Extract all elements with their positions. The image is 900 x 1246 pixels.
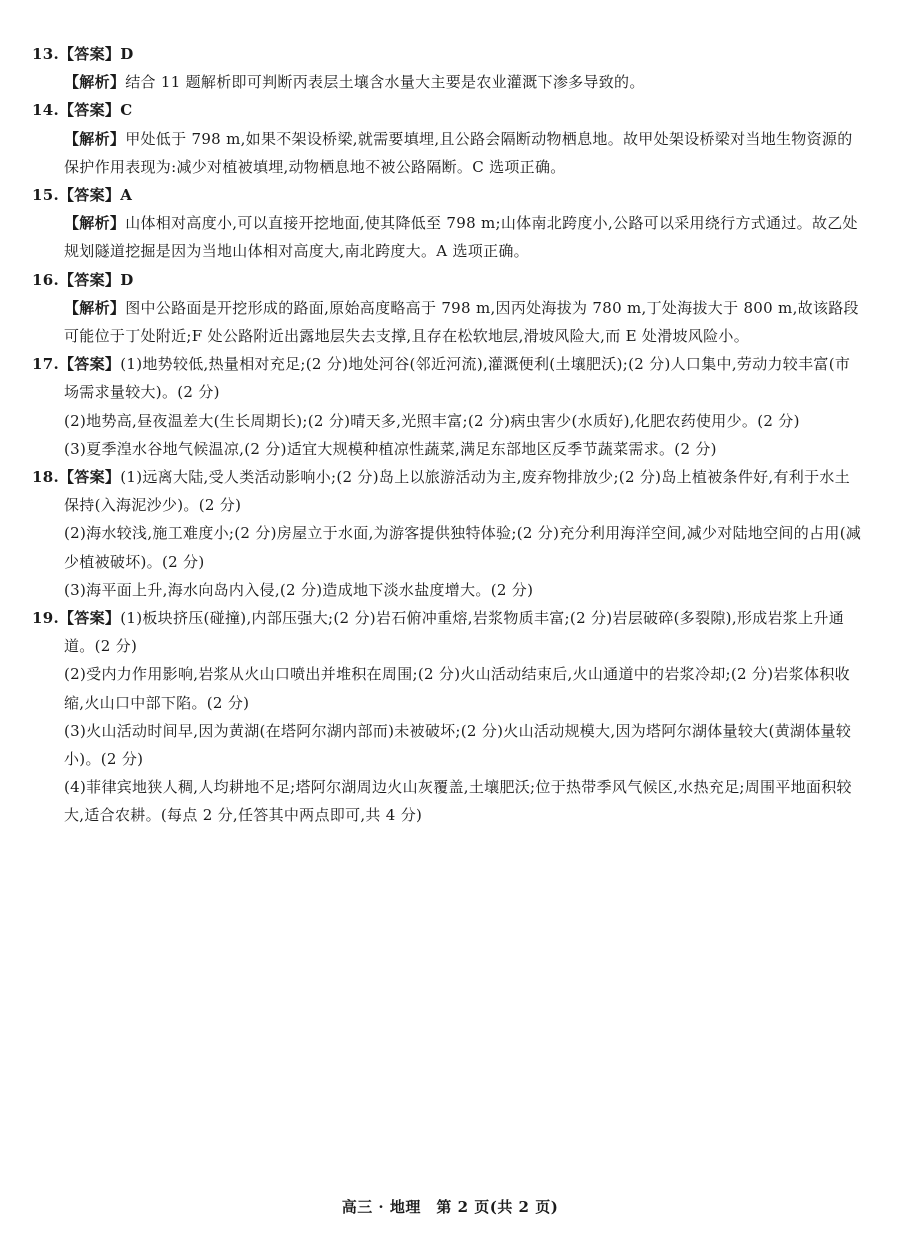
- answer-value: D: [120, 270, 134, 289]
- answer-value: D: [120, 45, 134, 63]
- question-19-part-3: [32, 717, 864, 773]
- question-number: 13.: [32, 45, 59, 63]
- answer-tag: 【答案】: [59, 45, 121, 63]
- analysis-tag: 【解析】: [64, 73, 126, 92]
- question-number: 16.: [32, 270, 59, 289]
- question-number: 19.: [32, 609, 59, 628]
- question-number: 17.: [32, 355, 59, 374]
- answer-tag: 【答案】: [59, 101, 121, 120]
- question-18-part-3: [32, 576, 864, 604]
- question-18-part-2: [32, 519, 864, 575]
- answer-tag: 【答案】: [59, 270, 121, 289]
- question-19-part-1: [32, 604, 864, 660]
- page-footer: 高三 · 地理 第 2 页(共 2 页): [341, 1198, 559, 1216]
- question-16-answer-line: [32, 266, 864, 294]
- question-15-analysis: [32, 209, 864, 265]
- answer-part-text: (3)夏季湟水谷地气候温凉,(2 分)适宜大规模种植凉性蔬菜,满足东部地区反季节蔬菜需求。(2 分): [64, 439, 717, 458]
- answer-part-text: (1)远离大陆,受人类活动影响小;(2 分)岛上以旅游活动为主,废弃物排放少;(2 分)岛上植被条件好,有利于水土保持(入海泥沙少)。(2 分): [64, 468, 850, 515]
- question-17-part-1: [32, 350, 864, 406]
- question-13-analysis: [32, 68, 864, 96]
- answer-tag: 【答案】: [59, 609, 121, 628]
- answer-part-text: (2)受内力作用影响,岩浆从火山口喷出并堆积在周围;(2 分)火山活动结束后,火山通道中的岩浆冷却;(2 分)岩浆体积收缩,火山口中部下陷。(2 分): [64, 665, 850, 712]
- answer-tag: 【答案】: [59, 355, 121, 374]
- question-16-analysis: [32, 294, 864, 350]
- answer-part-text: (2)地势高,昼夜温差大(生长周期长);(2 分)晴天多,光照丰富;(2 分)病虫害少(水质好),化肥农药使用少。(2 分): [64, 411, 800, 430]
- analysis-tag: 【解析】: [64, 129, 126, 148]
- question-19-part-4: [32, 773, 864, 829]
- question-14-answer-line: [32, 96, 864, 124]
- question-13-answer-line: [32, 40, 864, 68]
- answer-part-text: (1)地势较低,热量相对充足;(2 分)地处河谷(邻近河流),灌溉便利(土壤肥沃);(2 分)人口集中,劳动力较丰富(市场需求量较大)。(2 分): [64, 355, 851, 402]
- answer-part-text: (4)菲律宾地狭人稠,人均耕地不足;塔阿尔湖周边火山灰覆盖,土壤肥沃;位于热带季风气候区,水热充足;周围平地面积较大,适合农耕。(每点 2 分,任答其中两点即可,共 4 分): [64, 778, 852, 825]
- answer-content: [32, 40, 864, 830]
- question-19-part-2: [32, 660, 864, 716]
- analysis-text: 山体相对高度小,可以直接开挖地面,使其降低至 798 m;山体南北跨度小,公路可以采用绕行方式通过。故乙处规划隧道挖掘是因为当地山体相对高度大,南北跨度大。A 选项正确。: [64, 214, 858, 261]
- answer-tag: 【答案】: [59, 186, 121, 205]
- question-15-answer-line: [32, 181, 864, 209]
- analysis-text: 图中公路面是开挖形成的路面,原始高度略高于 798 m,因丙处海拔为 780 m,丁处海拔大于 800 m,故该路段可能位于丁处附近;F 处公路附近出露地层失去支撑,且存在松软地层,滑坡风险大,而 E 处滑坡风险小。: [64, 298, 859, 346]
- answer-value: C: [120, 101, 133, 120]
- analysis-text: 甲处低于 798 m,如果不架设桥梁,就需要填埋,且公路会隔断动物栖息地。故甲处架设桥梁对当地生物资源的保护作用表现为:减少对植被填埋,动物栖息地不被公路隔断。C 选项正确。: [64, 129, 853, 176]
- answer-part-text: (2)海水较浅,施工难度小;(2 分)房屋立于水面,为游客提供独特体验;(2 分)充分利用海洋空间,减少对陆地空间的占用(减少植被破坏)。(2 分): [64, 524, 862, 571]
- analysis-text: 结合 11 题解析即可判断丙表层土壤含水量大主要是农业灌溉下渗多导致的。: [125, 73, 645, 92]
- question-number: 15.: [32, 186, 59, 205]
- question-18-part-1: [32, 463, 864, 519]
- answer-part-text: (3)火山活动时间早,因为黄湖(在塔阿尔湖内部而)未被破坏;(2 分)火山活动规模大,因为塔阿尔湖体量较大(黄湖体量较小)。(2 分): [64, 721, 852, 769]
- answer-part-text: (1)板块挤压(碰撞),内部压强大;(2 分)岩石俯冲重熔,岩浆物质丰富;(2 分)岩层破碎(多裂隙),形成岩浆上升通道。(2 分): [64, 609, 845, 656]
- analysis-tag: 【解析】: [64, 298, 126, 317]
- question-number: 18.: [32, 468, 59, 487]
- answer-part-text: (3)海平面上升,海水向岛内入侵,(2 分)造成地下淡水盐度增大。(2 分): [64, 580, 534, 599]
- answer-tag: 【答案】: [59, 468, 121, 487]
- analysis-tag: 【解析】: [64, 214, 126, 233]
- answer-value: A: [120, 186, 133, 205]
- question-14-analysis: [32, 125, 864, 181]
- question-number: 14.: [32, 101, 59, 120]
- question-17-part-2: [32, 407, 864, 435]
- question-17-part-3: [32, 435, 864, 463]
